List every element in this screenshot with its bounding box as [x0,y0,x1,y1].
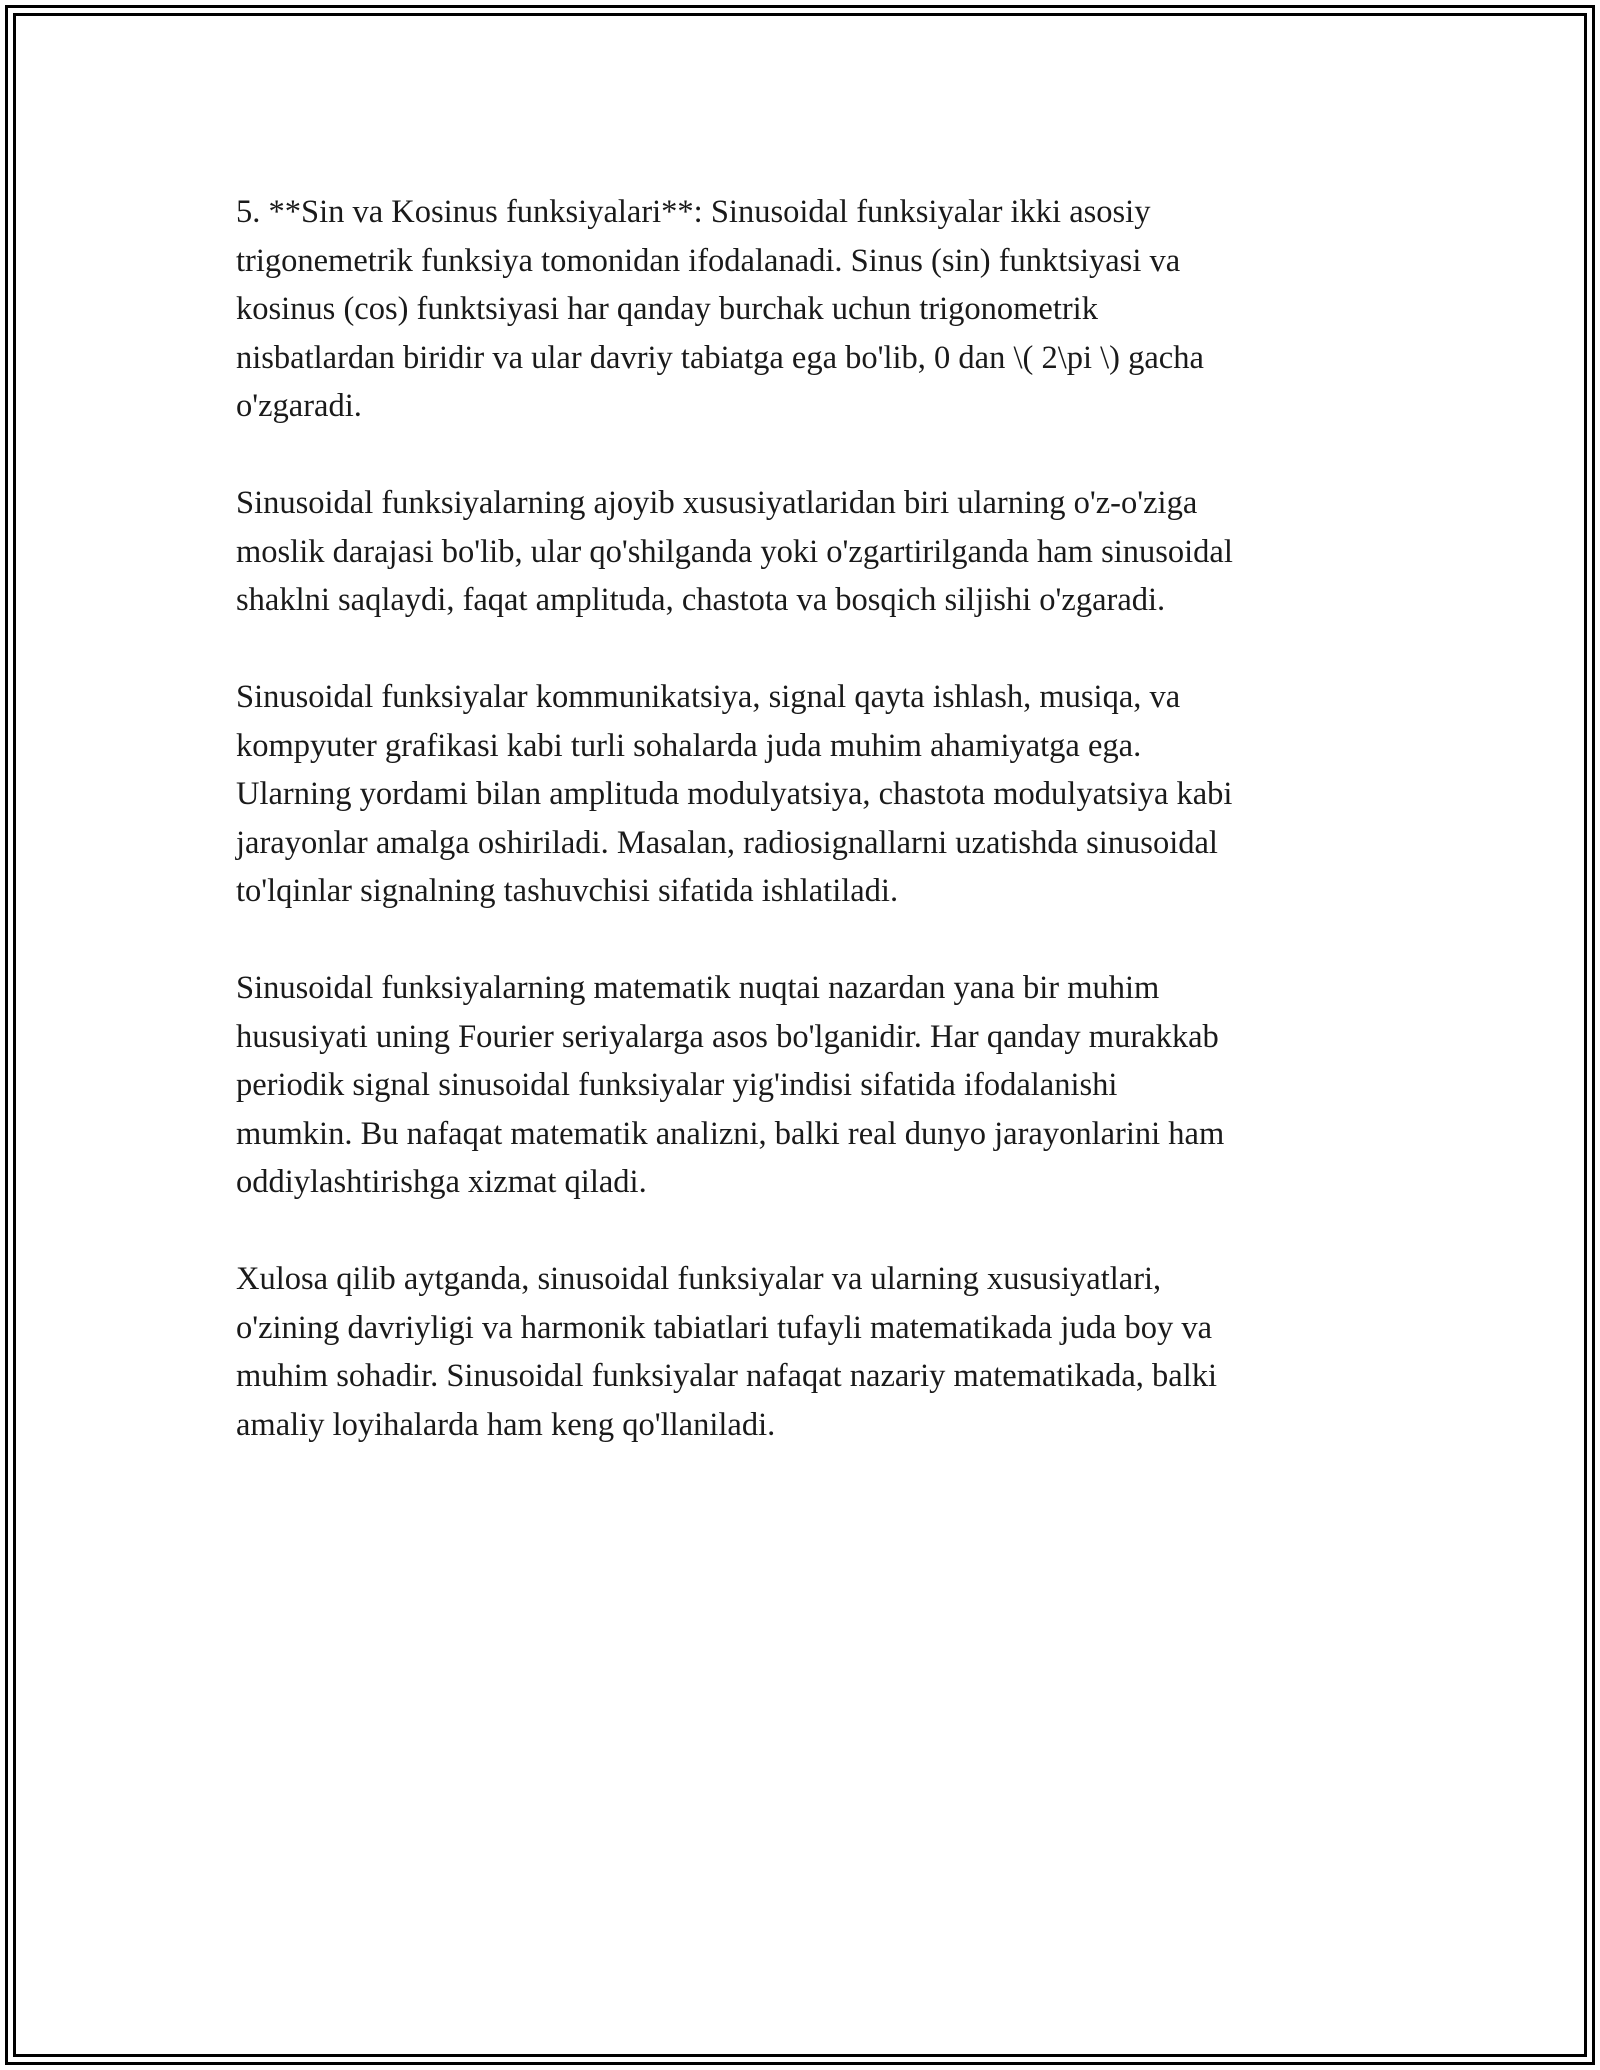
document-body [236,188,1376,1498]
paragraph-conclusion: Xulosa qilib aytganda, sinusoidal funksiyalar va ularning xususiyatlari, o'zining davriyligi va harmonik tabiatlari tufayli matematikada juda boy va muhim sohadir. Sinusoidal funksiyalar nafaqat nazariy matematikada, balki amaliy loyihalarda ham keng qo'llaniladi. [236,1261,1218,1443]
paragraph-sin-cos-definition: 5. **Sin va Kosinus funksiyalari**: Sinusoidal funksiyalar ikki asosiy trigonemetrik funksiya tomonidan ifodalanadi. Sinus (sin) funktsiyasi va kosinus (cos) funktsiyasi har qanday burchak uchun trigonometrik nisbatlardan biridir va ular davriy tabiatga ega bo'lib, 0 dan \( 2\pi \) gacha o'zgaradi. [236,194,1204,424]
paragraph-fourier-series: Sinusoidal funksiyalarning matematik nuqtai nazardan yana bir muhim hususiyati uning Fourier seriyalarga asos bo'lganidir. Har qanday murakkab periodik signal sinusoidal funksiyalar yig'indisi sifatida ifodalanishi mumkin. Bu nafaqat matematik analizni, balki real dunyo jarayonlarini ham oddiylashtirishga xizmat qiladi. [236,970,1225,1200]
paragraph-applications: Sinusoidal funksiyalar kommunikatsiya, signal qayta ishlash, musiqa, va kompyuter grafikasi kabi turli sohalarda juda muhim ahamiyatga ega. Ularning yordami bilan amplituda modulyatsiya, chastota modulyatsiya kabi jarayonlar amalga oshiriladi. Masalan, radiosignallarni uzatishda sinusoidal to'lqinlar signalning tashuvchisi sifatida ishlatiladi. [236,679,1233,909]
paragraph-self-similarity: Sinusoidal funksiyalarning ajoyib xususiyatlaridan biri ularning o'z-o'ziga moslik darajasi bo'lib, ular qo'shilganda yoki o'zgartirilganda ham sinusoidal shaklni saqlaydi, faqat amplituda, chastota va bosqich siljishi o'zgaradi. [236,485,1233,618]
